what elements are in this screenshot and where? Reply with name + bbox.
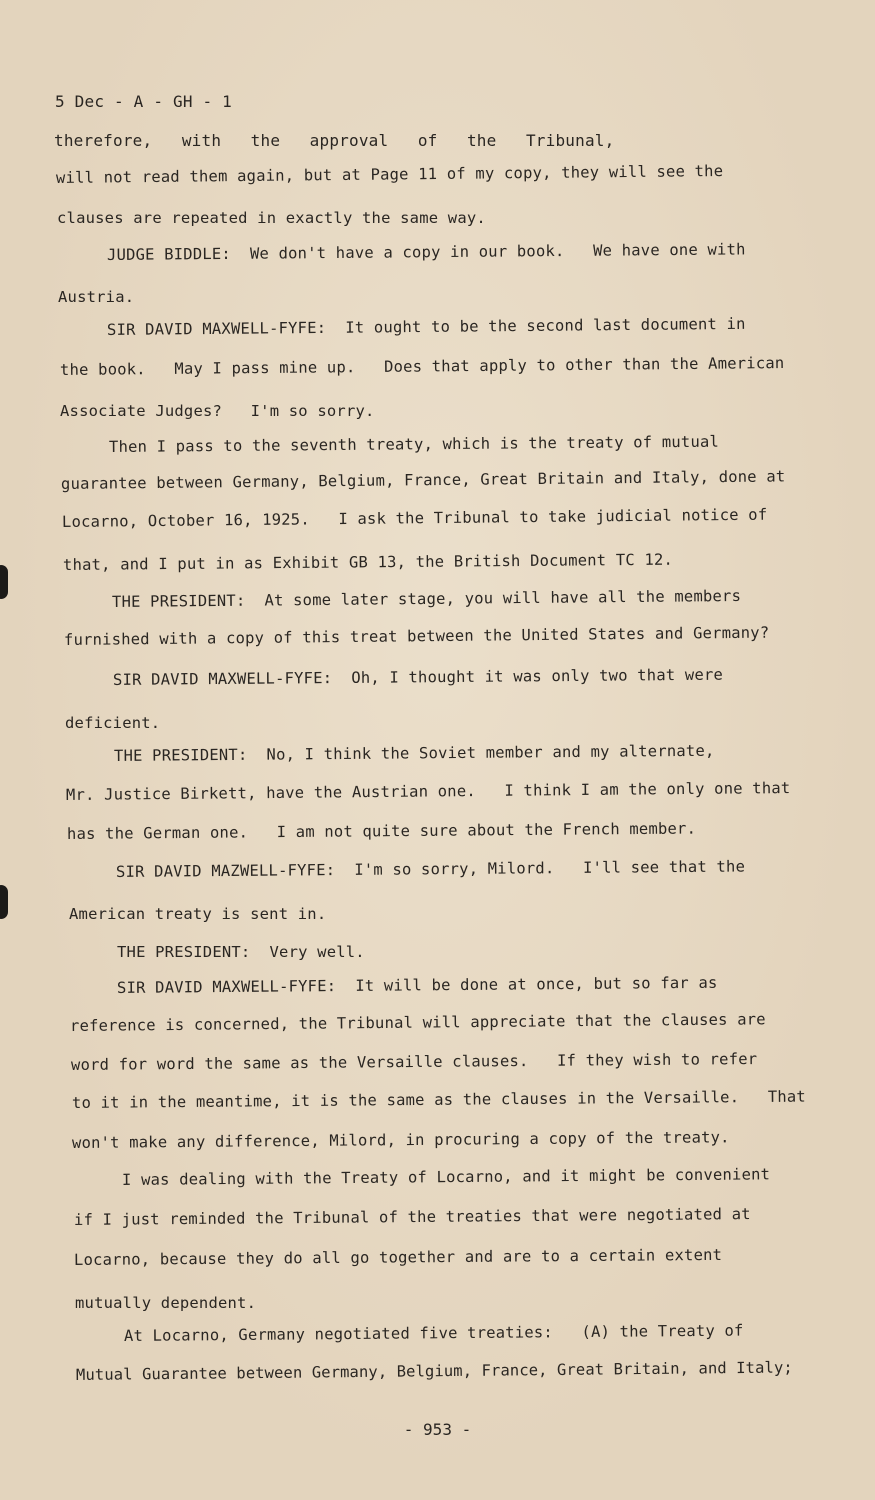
text-line: if I just reminded the Tribunal of the treaties that were negotiated at xyxy=(73,1205,751,1229)
text-line: I was dealing with the Treaty of Locarno, and it might be convenient xyxy=(121,1165,771,1189)
text-line: Mutual Guarantee between Germany, Belgium, France, Great Britain, and Italy; xyxy=(75,1358,793,1384)
text-line: won't make any difference, Milord, in procuring a copy of the treaty. xyxy=(71,1128,730,1152)
text-line: Mr. Justice Birkett, have the Austrian one. I think I am the only one that xyxy=(65,779,791,804)
text-line: guarantee between Germany, Belgium, France, Great Britain and Italy, done at xyxy=(60,467,786,493)
text-line: American treaty is sent in. xyxy=(69,905,327,923)
text-line: SIR DAVID MAZWELL-FYFE: I'm so sorry, Milord. I'll see that the xyxy=(115,857,746,881)
text-line: clauses are repeated in exactly the same way. xyxy=(57,209,486,227)
text-line: JUDGE BIDDLE: We don't have a copy in our book. We have one with xyxy=(106,240,746,264)
text-line: THE PRESIDENT: Very well. xyxy=(117,943,365,961)
binding-hole xyxy=(0,885,8,919)
text-line: to it in the meantime, it is the same as the clauses in the Versaille. That xyxy=(71,1087,807,1112)
text-line: Associate Judges? I'm so sorry. xyxy=(60,402,375,420)
text-line: will not read them again, but at Page 11 of my copy, they will see the xyxy=(55,162,724,187)
text-line: THE PRESIDENT: At some later stage, you will have all the members xyxy=(111,586,742,611)
text-line: reference is concerned, the Tribunal will appreciate that the clauses are xyxy=(69,1010,766,1035)
text-line: therefore, with the approval of the Tribunal, xyxy=(54,131,615,150)
page-header: 5 Dec - A - GH - 1 xyxy=(55,92,232,111)
text-line: Austria. xyxy=(58,288,135,306)
binding-hole xyxy=(0,565,8,599)
text-line: SIR DAVID MAXWELL-FYFE: Oh, I thought it was only two that were xyxy=(112,665,724,689)
text-line: At Locarno, Germany negotiated five treaties: (A) the Treaty of xyxy=(123,1321,744,1345)
text-line: SIR DAVID MAXWELL-FYFE: It will be done at once, but so far as xyxy=(116,973,718,997)
text-line: Locarno, because they do all go together and are to a certain extent xyxy=(73,1245,723,1269)
text-line: SIR DAVID MAXWELL-FYFE: It ought to be the second last document in xyxy=(106,314,746,339)
page-number: - 953 - xyxy=(403,1420,472,1439)
text-line: the book. May I pass mine up. Does that apply to other than the American xyxy=(59,354,785,379)
text-line: has the German one. I am not quite sure about the French member. xyxy=(66,819,697,843)
text-line: Locarno, October 16, 1925. I ask the Tribunal to take judicial notice of xyxy=(61,505,768,531)
text-line: mutually dependent. xyxy=(75,1294,257,1312)
text-line: that, and I put in as Exhibit GB 13, the British Document TC 12. xyxy=(62,550,674,574)
text-line: furnished with a copy of this treat between the United States and Germany? xyxy=(63,623,770,649)
text-line: deficient. xyxy=(65,714,161,732)
text-line: Then I pass to the seventh treaty, which is the treaty of mutual xyxy=(108,432,720,456)
text-line: word for word the same as the Versaille clauses. If they wish to refer xyxy=(70,1050,758,1074)
text-line: THE PRESIDENT: No, I think the Soviet member and my alternate, xyxy=(113,741,715,765)
